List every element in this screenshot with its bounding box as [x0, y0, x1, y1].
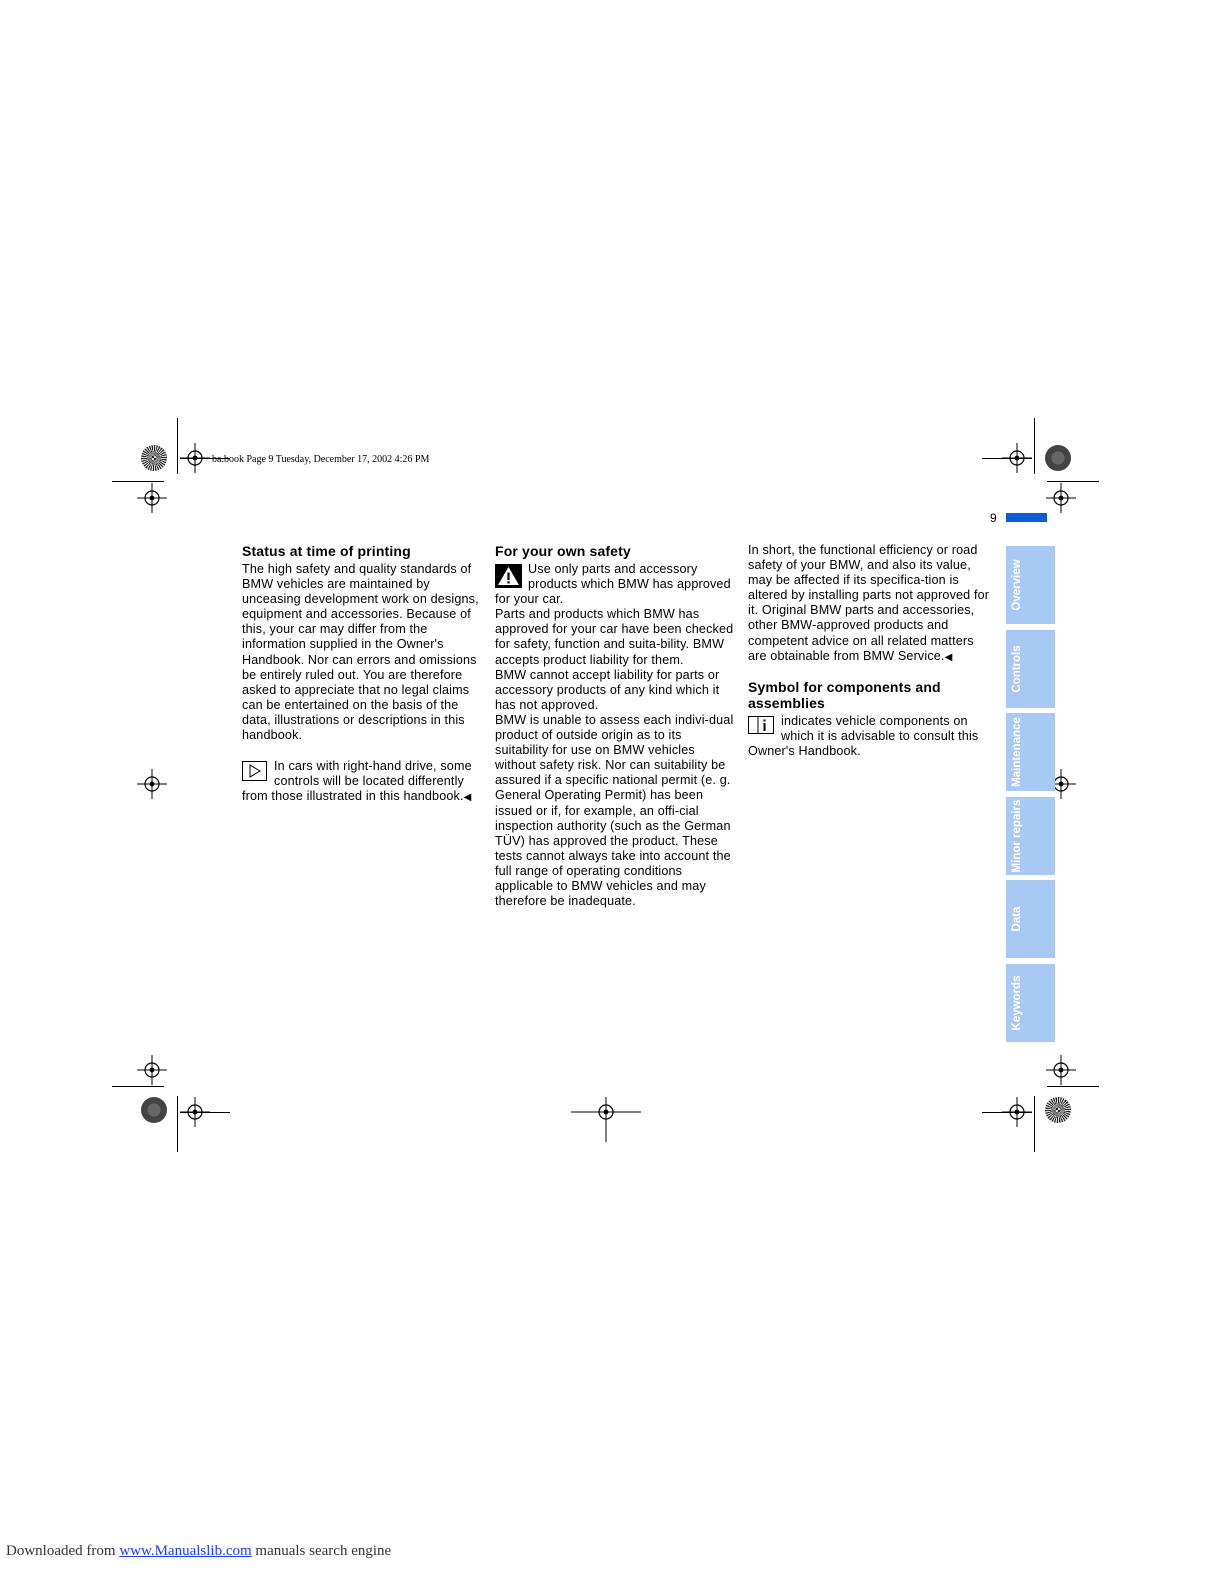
crop-line [1047, 1086, 1099, 1087]
tab-label: Maintenance [1011, 717, 1023, 788]
column-own-safety [495, 543, 737, 909]
crop-line [982, 1112, 1032, 1113]
chapter-tabs [1006, 546, 1055, 1048]
section-heading: Symbol for components and assemblies [748, 678, 941, 711]
body-paragraph: In short, the functional efficiency or road safety of your BMW, and also its value, may be affected if its specifica-tion is altered by installing parts not approved for it. Original BMW parts and accessories, other BMW-approved products and competent advice on all related matters are obtainable from BMW Service. [748, 543, 990, 663]
color-rosette-icon [141, 445, 167, 471]
registration-mark-icon [1046, 1055, 1076, 1085]
tab-label: Keywords [1011, 975, 1023, 1031]
tab-data[interactable] [1006, 880, 1055, 958]
registration-mark-icon [137, 483, 167, 513]
arrow-note-icon [242, 761, 267, 781]
end-mark: ◀ [944, 651, 953, 663]
registration-mark-icon [137, 1055, 167, 1085]
tab-label: Controls [1011, 644, 1023, 693]
warning-text: Use only parts and accessory products which BMW has approved for your car. [495, 562, 731, 607]
column-status-at-printing [242, 543, 484, 805]
body-paragraph: BMW cannot accept liability for parts or accessory products of any kind which it has not approved. [495, 667, 720, 712]
warning-block [495, 562, 737, 607]
page-number: 9 [990, 511, 997, 525]
body-paragraph: BMW is unable to assess each indivi-dual product of outside origin as to its suitability for use on BMW vehicles without safety risk. Nor can suitability be assured if a specific national permit (e. g. General Operating Permit) has been issued or if, for example, an offi-cial inspection authority (such as the German TÜV) has approved the product. These tests cannot always take into account the full range of operating conditions applicable to BMW vehicles and may therefore be inadequate. [495, 712, 734, 909]
info-text: indicates vehicle components on which it is advisable to consult this Owner's Handbook. [748, 713, 979, 758]
crop-line [1047, 481, 1099, 482]
registration-mark-icon [1046, 483, 1076, 513]
footer-prefix: Downloaded from [6, 1543, 120, 1559]
tab-minor-repairs[interactable] [1006, 797, 1055, 875]
color-rosette-icon [1045, 1097, 1071, 1123]
crop-line [180, 1112, 230, 1113]
end-mark: ◀ [463, 792, 472, 804]
crop-line [1034, 1096, 1035, 1152]
tab-label: Data [1011, 906, 1023, 932]
section-heading: Status at time of printing [242, 543, 411, 559]
note-text: In cars with right-hand drive, some controls will be located differently from those illustrated in this handbook. [242, 759, 472, 804]
manualslib-link[interactable]: www.Manualslib.com [119, 1543, 252, 1559]
crop-line [112, 1086, 164, 1087]
tab-overview[interactable] [1006, 546, 1055, 624]
color-rosette-icon [141, 1097, 167, 1123]
crop-line [112, 481, 164, 482]
page-number-bar [1006, 513, 1047, 522]
crop-line [177, 418, 178, 474]
footer-suffix: manuals search engine [251, 1543, 392, 1559]
info-symbol-icon [748, 716, 774, 734]
download-footer [6, 1543, 391, 1560]
crop-line [1034, 418, 1035, 474]
warning-triangle-icon [495, 564, 522, 588]
tab-controls[interactable] [1006, 630, 1055, 708]
info-block [748, 714, 990, 759]
print-job-info: ba.book Page 9 Tuesday, December 17, 2002 4:26 PM [212, 454, 430, 465]
body-paragraph: The high safety and quality standards of BMW vehicles are maintained by unceasing development work on designs, equipment and accessories. Because of this, your car may differ from the information supplied in the Owner's Handbook. Nor can errors and omissions be entirely ruled out. You are therefore asked to appreciate that no legal claims can be entertained on the basis of the data, illustrations or descriptions in this handbook. [242, 562, 479, 743]
tab-label: Minor repairs [1011, 799, 1023, 873]
color-rosette-icon [1045, 445, 1071, 471]
note-block [242, 759, 484, 805]
column-functional-efficiency [748, 543, 990, 759]
tab-label: Overview [1011, 559, 1023, 611]
tab-maintenance[interactable] [1006, 713, 1055, 791]
body-paragraph: Parts and products which BMW has approved for your car have been checked for safety, function and suita-bility. BMW accepts product liability for them. [495, 607, 734, 667]
section-heading: For your own safety [495, 543, 631, 559]
tab-keywords[interactable] [1006, 964, 1055, 1042]
crop-line [982, 458, 1032, 459]
crop-line [177, 1096, 178, 1152]
registration-mark-icon [571, 1097, 641, 1142]
registration-mark-icon [137, 769, 167, 799]
